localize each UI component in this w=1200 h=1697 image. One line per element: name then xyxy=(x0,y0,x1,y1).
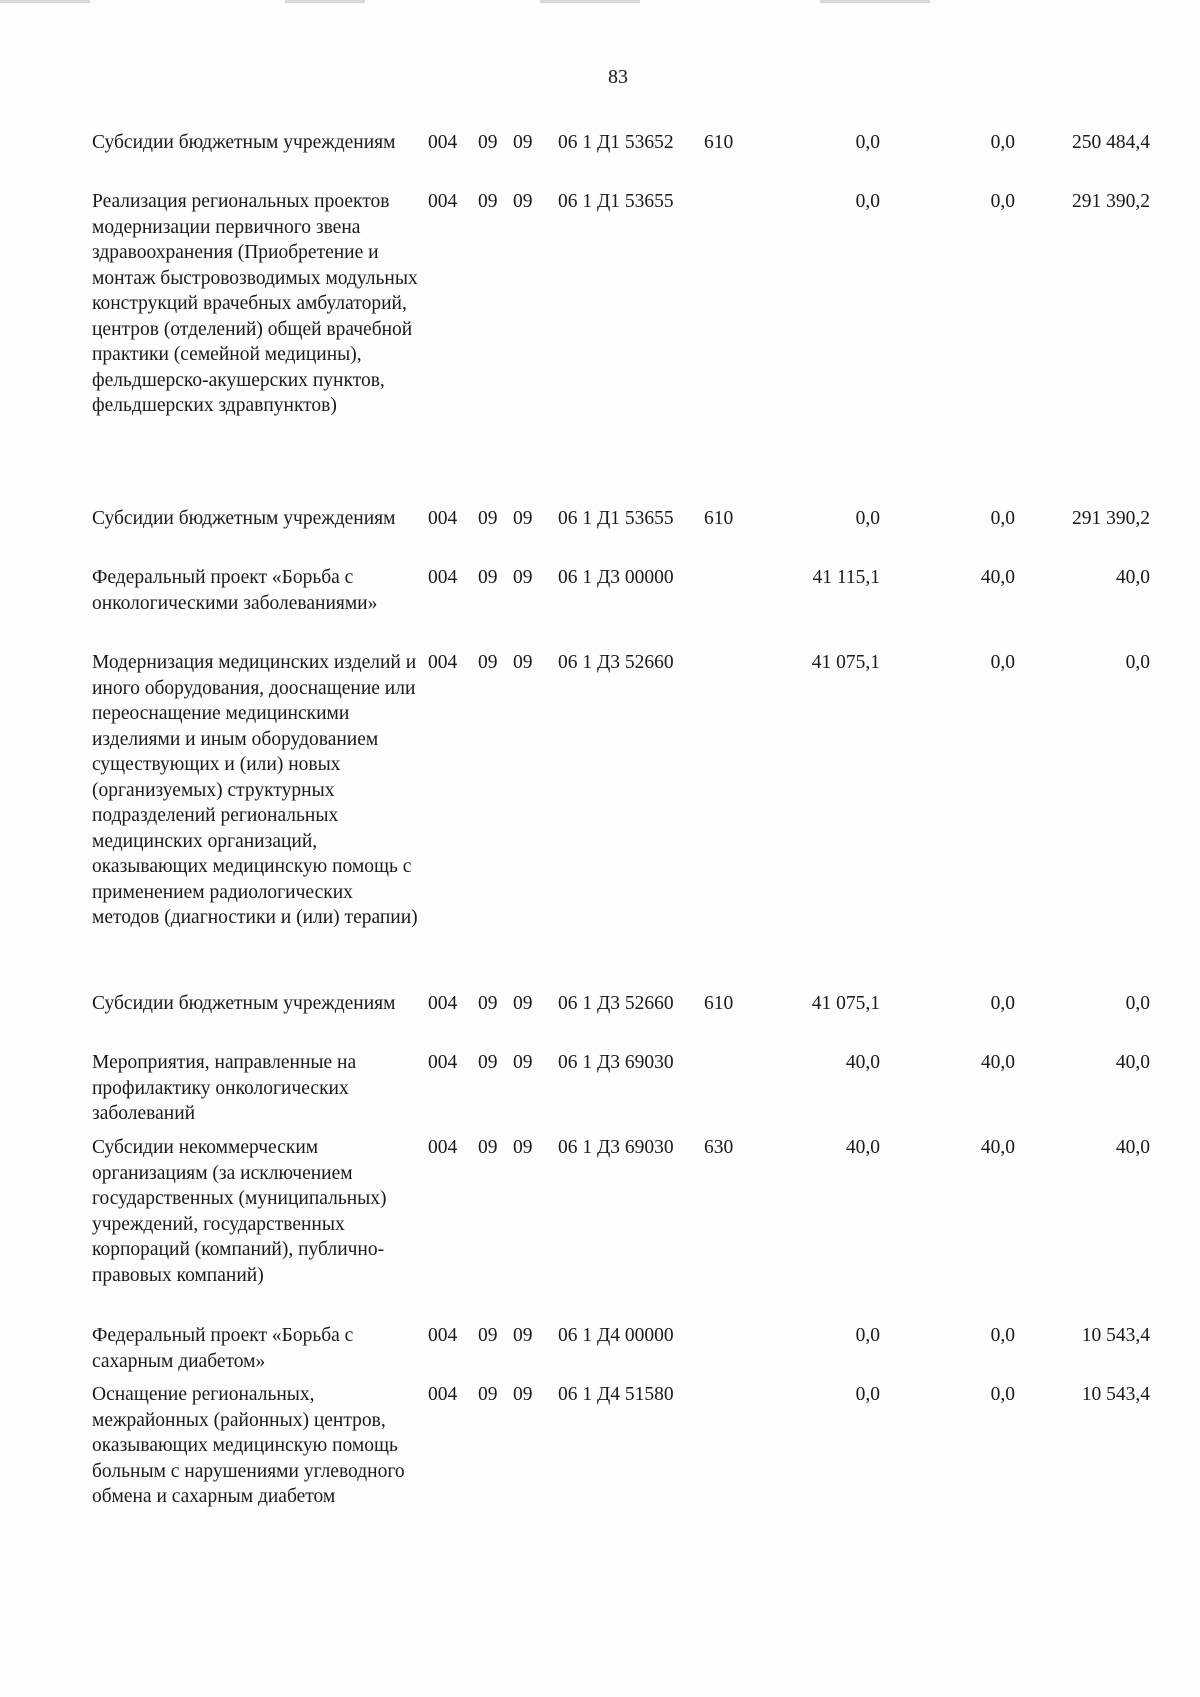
row-section-code: 09 xyxy=(478,1052,498,1073)
row-amount-1: 0,0 xyxy=(855,508,880,529)
row-amount-2: 0,0 xyxy=(990,993,1015,1014)
row-amount-3: 10 543,4 xyxy=(1081,1325,1150,1346)
row-amount-3: 40,0 xyxy=(1115,1052,1150,1073)
row-amount-2: 40,0 xyxy=(980,1052,1015,1073)
row-section-code: 09 xyxy=(478,132,498,153)
row-ved-code: 004 xyxy=(428,508,458,529)
row-section-code: 09 xyxy=(478,508,498,529)
row-target-article: 06 1 Д1 53652 xyxy=(558,132,674,153)
row-ved-code: 004 xyxy=(428,1137,458,1158)
row-expense-type: 630 xyxy=(704,1137,734,1158)
row-name: Мероприятия, направленные на профилактику онкологических заболеваний xyxy=(92,1052,357,1124)
row-subsection-code: 09 xyxy=(513,1325,533,1346)
row-subsection-code: 09 xyxy=(513,132,533,153)
row-target-article: 06 1 Д3 52660 xyxy=(558,652,674,673)
row-section-code: 09 xyxy=(478,993,498,1014)
row-section-code: 09 xyxy=(478,1137,498,1158)
row-amount-3: 0,0 xyxy=(1125,652,1150,673)
row-amount-2: 0,0 xyxy=(990,1325,1015,1346)
row-ved-code: 004 xyxy=(428,132,458,153)
row-amount-1: 41 075,1 xyxy=(811,652,880,673)
page-number: 83 xyxy=(608,66,628,88)
row-name: Федеральный проект «Борьба с сахарным диабетом» xyxy=(92,1325,354,1372)
row-amount-3: 291 390,2 xyxy=(1072,508,1150,529)
row-target-article: 06 1 Д1 53655 xyxy=(558,508,674,529)
scan-artifact xyxy=(540,0,640,3)
row-section-code: 09 xyxy=(478,1384,498,1405)
row-amount-1: 0,0 xyxy=(855,132,880,153)
row-amount-1: 0,0 xyxy=(855,191,880,212)
row-amount-3: 250 484,4 xyxy=(1072,132,1150,153)
row-subsection-code: 09 xyxy=(513,1384,533,1405)
row-ved-code: 004 xyxy=(428,993,458,1014)
row-section-code: 09 xyxy=(478,1325,498,1346)
row-name: Федеральный проект «Борьба с онкологическими заболеваниями» xyxy=(92,567,378,614)
row-target-article: 06 1 Д4 51580 xyxy=(558,1384,674,1405)
row-amount-1: 0,0 xyxy=(855,1325,880,1346)
row-section-code: 09 xyxy=(478,191,498,212)
row-target-article: 06 1 Д3 69030 xyxy=(558,1137,674,1158)
row-amount-3: 0,0 xyxy=(1125,993,1150,1014)
scan-artifact xyxy=(0,0,90,3)
row-amount-2: 0,0 xyxy=(990,652,1015,673)
row-subsection-code: 09 xyxy=(513,1137,533,1158)
row-name: Субсидии бюджетным учреждениям xyxy=(92,132,396,153)
row-name: Субсидии некоммерческим организациям (за исключением государственных (муниципальных) учреждений, государственных корпораций (компаний), публично-правовых компаний) xyxy=(92,1137,387,1286)
row-ved-code: 004 xyxy=(428,1384,458,1405)
row-amount-2: 40,0 xyxy=(980,567,1015,588)
row-section-code: 09 xyxy=(478,567,498,588)
row-target-article: 06 1 Д3 00000 xyxy=(558,567,674,588)
row-subsection-code: 09 xyxy=(513,652,533,673)
row-name: Оснащение региональных, межрайонных (районных) центров, оказывающих медицинскую помощь больным с нарушениями углеводного обмена и сахарным диабетом xyxy=(92,1384,405,1507)
row-name: Субсидии бюджетным учреждениям xyxy=(92,508,396,529)
row-amount-3: 40,0 xyxy=(1115,1137,1150,1158)
row-ved-code: 004 xyxy=(428,1325,458,1346)
row-ved-code: 004 xyxy=(428,1052,458,1073)
row-section-code: 09 xyxy=(478,652,498,673)
row-subsection-code: 09 xyxy=(513,508,533,529)
row-amount-2: 0,0 xyxy=(990,1384,1015,1405)
row-amount-1: 41 115,1 xyxy=(812,567,880,588)
row-ved-code: 004 xyxy=(428,567,458,588)
row-name: Реализация региональных проектов модернизации первичного звена здравоохранения (Приобретение и монтаж быстровозводимых модульных конструкций врачебных амбулаторий, центров (отделений) общей врачебной практики (семейной медицины), фельдшерско-акушерских пунктов, фельдшерских здравпунктов) xyxy=(92,191,418,416)
row-expense-type: 610 xyxy=(704,993,734,1014)
row-target-article: 06 1 Д3 52660 xyxy=(558,993,674,1014)
row-amount-1: 41 075,1 xyxy=(811,993,880,1014)
row-amount-1: 40,0 xyxy=(845,1052,880,1073)
row-amount-1: 40,0 xyxy=(845,1137,880,1158)
row-amount-1: 0,0 xyxy=(855,1384,880,1405)
scan-artifact xyxy=(285,0,365,3)
row-name: Модернизация медицинских изделий и иного оборудования, дооснащение или переоснащение медицинскими изделиями и иным оборудованием существующих и (или) новых (организуемых) структурных подразделений региональных медицинских организаций, оказывающих медицинскую помощь с применением радиологических методов (диагностики и (или) терапии) xyxy=(92,652,418,928)
row-target-article: 06 1 Д1 53655 xyxy=(558,191,674,212)
row-amount-2: 0,0 xyxy=(990,132,1015,153)
row-subsection-code: 09 xyxy=(513,1052,533,1073)
row-subsection-code: 09 xyxy=(513,191,533,212)
row-subsection-code: 09 xyxy=(513,993,533,1014)
row-amount-3: 10 543,4 xyxy=(1081,1384,1150,1405)
row-target-article: 06 1 Д3 69030 xyxy=(558,1052,674,1073)
row-target-article: 06 1 Д4 00000 xyxy=(558,1325,674,1346)
row-expense-type: 610 xyxy=(704,132,734,153)
scan-artifact xyxy=(820,0,930,3)
row-amount-2: 0,0 xyxy=(990,508,1015,529)
row-amount-2: 0,0 xyxy=(990,191,1015,212)
row-ved-code: 004 xyxy=(428,191,458,212)
row-amount-3: 291 390,2 xyxy=(1072,191,1150,212)
row-ved-code: 004 xyxy=(428,652,458,673)
row-amount-2: 40,0 xyxy=(980,1137,1015,1158)
row-name: Субсидии бюджетным учреждениям xyxy=(92,993,396,1014)
row-subsection-code: 09 xyxy=(513,567,533,588)
row-amount-3: 40,0 xyxy=(1115,567,1150,588)
row-expense-type: 610 xyxy=(704,508,734,529)
